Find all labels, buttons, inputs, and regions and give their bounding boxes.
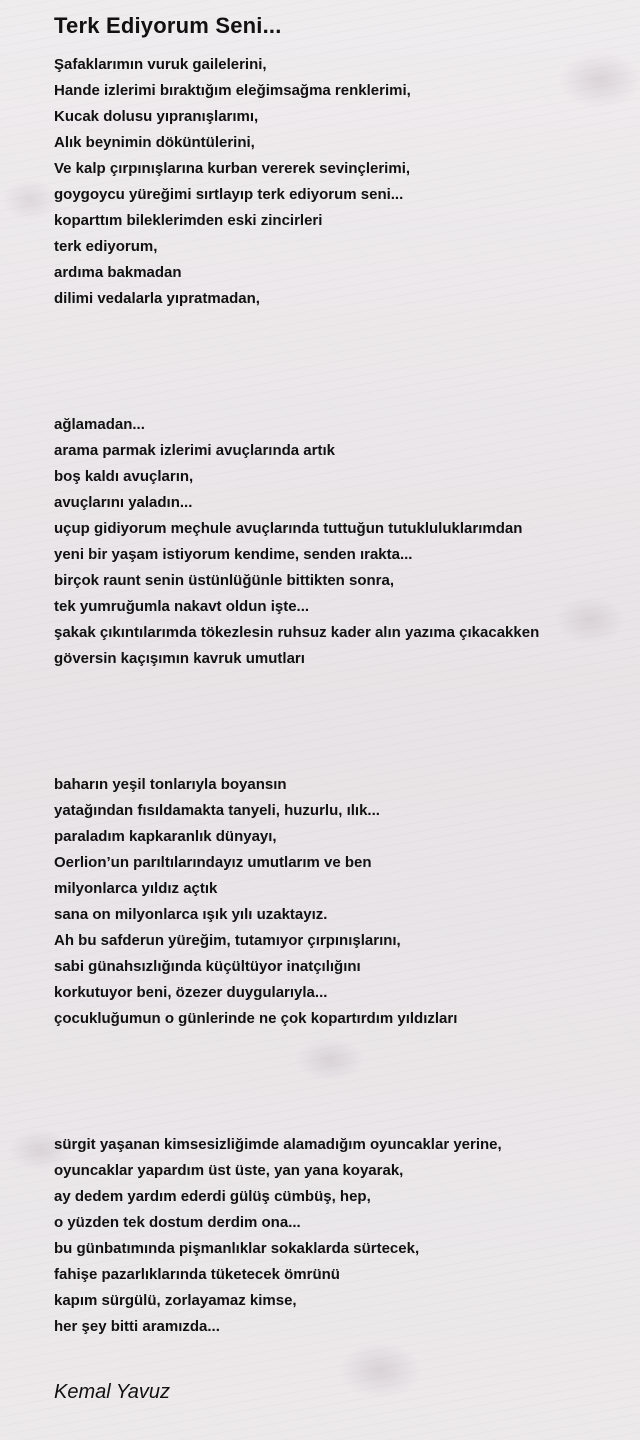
- poem-line: koparttım bileklerimden eski zincirleri: [54, 212, 323, 229]
- poem-line: göversin kaçışımın kavruk umutları: [54, 650, 305, 667]
- stanza-1: [54, 52, 634, 312]
- poem-line: sana on milyonlarca ışık yılı uzaktayız.: [54, 906, 328, 923]
- poem-line: sürgit yaşanan kimsesizliğimde alamadığım oyuncaklar yerine,: [54, 1136, 502, 1153]
- poem-line: boş kaldı avuçların,: [54, 468, 194, 485]
- poem-line: ay dedem yardım ederdi gülüş cümbüş, hep,: [54, 1188, 371, 1205]
- poem-line: milyonlarca yıldız açtık: [54, 880, 218, 897]
- poem-line: Hande izlerimi bıraktığım eleğimsağma renklerimi,: [54, 82, 411, 99]
- poem-line: avuçlarını yaladın...: [54, 494, 193, 511]
- poem-author: Kemal Yavuz: [54, 1381, 170, 1403]
- poem-line: şakak çıkıntılarımda tökezlesin ruhsuz kader alın yazıma çıkacakken: [54, 624, 540, 641]
- stanza-4: [54, 1132, 634, 1340]
- poem-line: fahişe pazarlıklarında tüketecek ömrünü: [54, 1266, 340, 1283]
- stanza-3: [54, 772, 634, 1032]
- poem-line: uçup gidiyorum meçhule avuçlarında tuttuğun tutukluluklarımdan: [54, 520, 523, 537]
- poem-line: arama parmak izlerimi avuçlarında artık: [54, 442, 335, 459]
- poem-line: dilimi vedalarla yıpratmadan,: [54, 290, 260, 307]
- poem-line: ağlamadan...: [54, 416, 145, 433]
- poem-line: Ve kalp çırpınışlarına kurban vererek sevinçlerimi,: [54, 160, 411, 177]
- poem-line: bu günbatımında pişmanlıklar sokaklarda sürtecek,: [54, 1240, 420, 1257]
- poem-line: korkutuyor beni, özezer duygularıyla...: [54, 984, 328, 1001]
- poem-line: kapım sürgülü, zorlayamaz kimse,: [54, 1292, 297, 1309]
- poem-line: Kucak dolusu yıpranışlarımı,: [54, 108, 259, 125]
- poem-line: Ah bu safderun yüreğim, tutamıyor çırpınışlarını,: [54, 932, 401, 949]
- poem-line: yeni bir yaşam istiyorum kendime, senden ırakta...: [54, 546, 413, 563]
- poem-line: birçok raunt senin üstünlüğünle bittikten sonra,: [54, 572, 395, 589]
- stanza-2: [54, 412, 634, 672]
- poem-line: Alık beynimin döküntülerini,: [54, 134, 255, 151]
- poem-line: goygoycu yüreğimi sırtlayıp terk ediyorum seni...: [54, 186, 404, 203]
- poem-line: o yüzden tek dostum derdim ona...: [54, 1214, 301, 1231]
- poem-line: paraladım kapkaranlık dünyayı,: [54, 828, 277, 845]
- poem-line: terk ediyorum,: [54, 238, 158, 255]
- poem-line: oyuncaklar yapardım üst üste, yan yana koyarak,: [54, 1162, 404, 1179]
- poem-line: Şafaklarımın vuruk gailelerini,: [54, 56, 267, 73]
- poem-line: tek yumruğumla nakavt oldun işte...: [54, 598, 310, 615]
- poem-line: her şey bitti aramızda...: [54, 1318, 220, 1335]
- poem-line: sabi günahsızlığında küçültüyor inatçılığını: [54, 958, 361, 975]
- poem-line: çocukluğumun o günlerinde ne çok kopartırdım yıldızları: [54, 1010, 458, 1027]
- poem-line: yatağından fısıldamakta tanyeli, huzurlu, ılık...: [54, 802, 380, 819]
- poem-line: ardıma bakmadan: [54, 264, 182, 281]
- poem-title: Terk Ediyorum Seni...: [54, 13, 282, 38]
- poem-line: baharın yeşil tonlarıyla boyansın: [54, 776, 287, 793]
- poem-line: Oerlion’un parıltılarındayız umutlarım ve ben: [54, 854, 372, 871]
